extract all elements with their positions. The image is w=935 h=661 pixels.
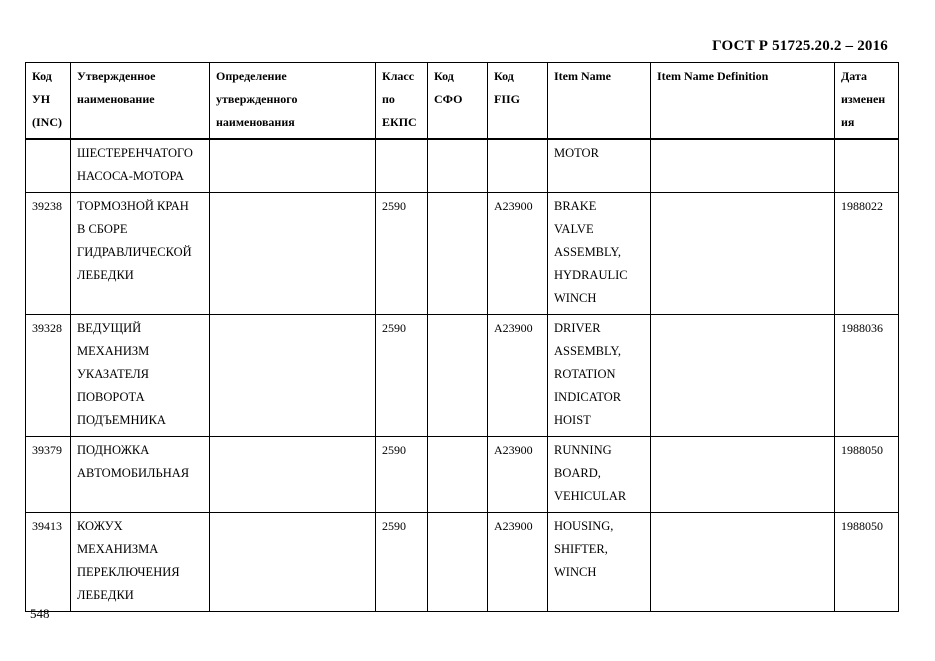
cell-line: ЛЕБЕДКИ [77,588,134,602]
table-body [26,139,899,612]
column-header-line: изменен [841,92,886,106]
table-row [26,437,899,513]
cell-line: ПОВОРОТА [77,390,145,404]
cell-definition [210,437,376,513]
table-row [26,193,899,315]
column-header-name [71,63,210,140]
column-header-line: Item Name [554,69,611,83]
column-header-sfo [428,63,488,140]
column-header-line: ЕКПС [382,115,417,129]
column-header-line: утвержденного [216,92,298,106]
column-header-line: Код [32,69,52,83]
cell-line: НАСОСА-МОТОРА [77,169,184,183]
cell-date: 1988050 [835,437,899,513]
cell-item-name [548,437,651,513]
cell-sfo [428,193,488,315]
cell-line: В СБОРЕ [77,222,128,236]
cell-line: ASSEMBLY, [554,344,621,358]
cell-line: DRIVER [554,321,601,335]
cell-date: 1988036 [835,315,899,437]
cell-inc: 39328 [26,315,71,437]
column-header-line: наименования [216,115,295,129]
column-header-fiig [488,63,548,140]
column-header-line: (INC) [32,115,62,129]
cell-item-name [548,139,651,193]
cell-line: ASSEMBLY, [554,245,621,259]
cell-line: SHIFTER, [554,542,608,556]
cell-line: МЕХАНИЗМА [77,542,159,556]
cell-definition [210,315,376,437]
cell-class [376,139,428,193]
cell-line: ШЕСТЕРЕНЧАТОГО [77,146,193,160]
cell-name [71,315,210,437]
table-row [26,513,899,612]
cell-sfo [428,139,488,193]
column-header-definition [210,63,376,140]
cell-date: 1988022 [835,193,899,315]
column-header-date [835,63,899,140]
cell-class: 2590 [376,513,428,612]
cell-line: ГИДРАВЛИЧЕСКОЙ [77,245,192,259]
cell-line: WINCH [554,291,597,305]
page-number: 548 [30,606,50,621]
column-header-line: СФО [434,92,463,106]
cell-line: ТОРМОЗНОЙ КРАН [77,199,189,213]
inc-catalog-table [25,62,899,612]
column-header-line: Определение [216,69,287,83]
cell-line: HYDRAULIC [554,268,628,282]
cell-name [71,513,210,612]
column-header-line: Код [494,69,514,83]
column-header-line: УН [32,92,51,106]
column-header-line: Дата [841,69,867,83]
cell-item-definition [651,315,835,437]
table-row [26,139,899,193]
cell-fiig: A23900 [488,315,548,437]
cell-item-name [548,513,651,612]
cell-sfo [428,315,488,437]
column-header-line: Утвержденное [77,69,156,83]
cell-line: АВТОМОБИЛЬНАЯ [77,466,190,480]
cell-line: MOTOR [554,146,599,160]
column-header-item-name [548,63,651,140]
cell-fiig: A23900 [488,437,548,513]
cell-line: VEHICULAR [554,489,627,503]
cell-class: 2590 [376,193,428,315]
cell-name [71,193,210,315]
cell-line: ЛЕБЕДКИ [77,268,134,282]
column-header-class [376,63,428,140]
cell-line: МЕХАНИЗМ [77,344,150,358]
cell-item-definition [651,437,835,513]
cell-item-definition [651,139,835,193]
cell-inc [26,139,71,193]
cell-definition [210,193,376,315]
cell-line: INDICATOR [554,390,622,404]
column-header-item-name-definition [651,63,835,140]
cell-name [71,139,210,193]
cell-line: ПЕРЕКЛЮЧЕНИЯ [77,565,180,579]
cell-line: WINCH [554,565,597,579]
cell-line: ВЕДУЩИЙ [77,321,142,335]
cell-line: ПОДНОЖКА [77,443,150,457]
cell-fiig [488,139,548,193]
cell-item-definition [651,513,835,612]
cell-item-name [548,193,651,315]
cell-line: VALVE [554,222,594,236]
cell-line: УКАЗАТЕЛЯ [77,367,150,381]
cell-line: RUNNING [554,443,612,457]
column-header-line: наименование [77,92,155,106]
column-header-inc [26,63,71,140]
cell-sfo [428,513,488,612]
cell-inc: 39238 [26,193,71,315]
table-header-row [26,63,899,140]
cell-line: HOUSING, [554,519,614,533]
table-row [26,315,899,437]
cell-item-definition [651,193,835,315]
column-header-line: Класс [382,69,415,83]
cell-definition [210,513,376,612]
cell-class: 2590 [376,437,428,513]
cell-fiig: A23900 [488,513,548,612]
cell-line: ROTATION [554,367,616,381]
column-header-line: по [382,92,395,106]
cell-name [71,437,210,513]
document-standard-header: ГОСТ Р 51725.20.2 – 2016 [712,38,888,54]
cell-line: BOARD, [554,466,601,480]
column-header-line: Код [434,69,454,83]
cell-line: BRAKE [554,199,597,213]
cell-item-name [548,315,651,437]
cell-fiig: A23900 [488,193,548,315]
column-header-line: Item Name Definition [657,69,769,83]
cell-inc: 39413 [26,513,71,612]
cell-inc: 39379 [26,437,71,513]
cell-class: 2590 [376,315,428,437]
cell-date: 1988050 [835,513,899,612]
cell-line: КОЖУХ [77,519,123,533]
cell-date [835,139,899,193]
cell-sfo [428,437,488,513]
column-header-line: FIIG [494,92,521,106]
cell-line: ПОДЪЕМНИКА [77,413,166,427]
cell-line: HOIST [554,413,591,427]
column-header-line: ия [841,115,855,129]
cell-definition [210,139,376,193]
